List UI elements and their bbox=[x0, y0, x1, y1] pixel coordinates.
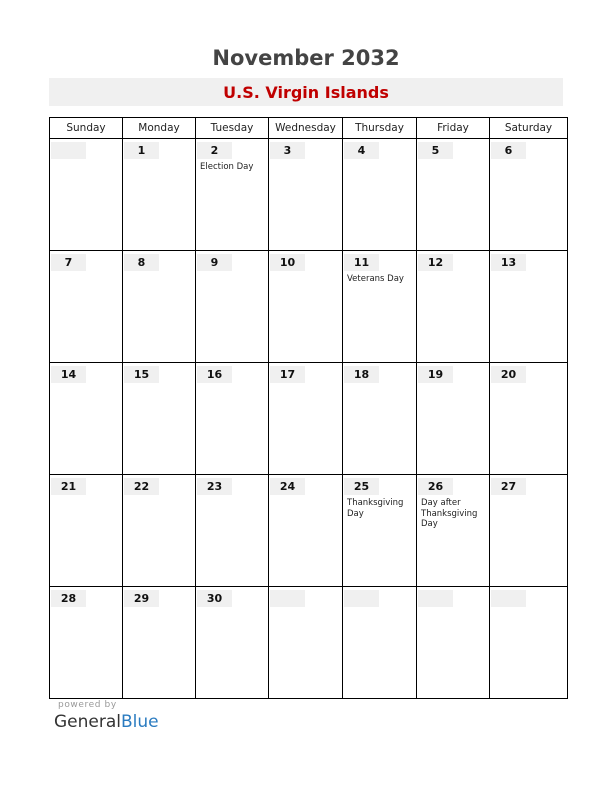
weekday-wednesday: Wednesday bbox=[269, 118, 343, 139]
day-cell bbox=[490, 251, 568, 363]
day-cell bbox=[343, 139, 417, 251]
day-cell bbox=[417, 587, 490, 699]
day-cell bbox=[417, 475, 490, 587]
day-number: 13 bbox=[491, 254, 526, 271]
generalblue-logo[interactable] bbox=[54, 712, 159, 732]
day-number: 18 bbox=[344, 366, 379, 383]
region-banner bbox=[49, 78, 563, 106]
day-cell bbox=[490, 139, 568, 251]
weekday-header-row bbox=[50, 118, 568, 139]
weekday-saturday: Saturday bbox=[490, 118, 568, 139]
day-number bbox=[344, 590, 379, 607]
day-number bbox=[270, 590, 305, 607]
holiday-label: Election Day bbox=[200, 162, 254, 172]
day-cell bbox=[50, 587, 123, 699]
page-title: November 2032 bbox=[212, 46, 400, 70]
day-cell bbox=[269, 139, 343, 251]
day-number: 16 bbox=[197, 366, 232, 383]
weekday-monday: Monday bbox=[123, 118, 196, 139]
day-cell bbox=[196, 587, 269, 699]
day-cell bbox=[196, 475, 269, 587]
day-number: 29 bbox=[124, 590, 159, 607]
day-cell bbox=[123, 587, 196, 699]
day-cell bbox=[196, 363, 269, 475]
day-number: 10 bbox=[270, 254, 305, 271]
logo-text-blue: Blue bbox=[121, 712, 159, 732]
day-cell bbox=[50, 139, 123, 251]
weekday-thursday: Thursday bbox=[343, 118, 417, 139]
day-number bbox=[51, 142, 86, 159]
day-number: 8 bbox=[124, 254, 159, 271]
day-number: 4 bbox=[344, 142, 379, 159]
day-cell bbox=[417, 139, 490, 251]
week-row bbox=[50, 475, 568, 587]
week-row bbox=[50, 587, 568, 699]
day-cell bbox=[490, 363, 568, 475]
day-cell bbox=[123, 139, 196, 251]
week-row bbox=[50, 139, 568, 251]
day-cell bbox=[343, 363, 417, 475]
day-number: 22 bbox=[124, 478, 159, 495]
day-number: 28 bbox=[51, 590, 86, 607]
day-number: 11 bbox=[344, 254, 379, 271]
week-row bbox=[50, 363, 568, 475]
day-number: 2 bbox=[197, 142, 232, 159]
weekday-tuesday: Tuesday bbox=[196, 118, 269, 139]
day-cell bbox=[269, 587, 343, 699]
day-number: 19 bbox=[418, 366, 453, 383]
day-cell bbox=[196, 251, 269, 363]
day-number: 23 bbox=[197, 478, 232, 495]
day-number: 24 bbox=[270, 478, 305, 495]
day-number: 17 bbox=[270, 366, 305, 383]
holiday-label: Day after Thanksgiving Day bbox=[421, 498, 478, 529]
day-cell bbox=[417, 251, 490, 363]
day-number bbox=[491, 590, 526, 607]
day-cell bbox=[50, 475, 123, 587]
region-name: U.S. Virgin Islands bbox=[223, 82, 389, 102]
holiday-label: Veterans Day bbox=[347, 274, 404, 284]
day-cell bbox=[417, 363, 490, 475]
day-number: 25 bbox=[344, 478, 379, 495]
day-number: 7 bbox=[51, 254, 86, 271]
day-cell bbox=[490, 587, 568, 699]
day-cell bbox=[269, 363, 343, 475]
day-number: 14 bbox=[51, 366, 86, 383]
weekday-friday: Friday bbox=[417, 118, 490, 139]
calendar-grid bbox=[49, 117, 568, 699]
day-cell bbox=[343, 475, 417, 587]
day-number: 6 bbox=[491, 142, 526, 159]
day-number: 26 bbox=[418, 478, 453, 495]
day-cell bbox=[123, 363, 196, 475]
day-number: 21 bbox=[51, 478, 86, 495]
powered-by-label: powered by bbox=[58, 700, 117, 710]
day-cell bbox=[269, 475, 343, 587]
day-number: 5 bbox=[418, 142, 453, 159]
day-cell bbox=[50, 251, 123, 363]
day-number: 1 bbox=[124, 142, 159, 159]
day-cell bbox=[123, 475, 196, 587]
day-cell bbox=[50, 363, 123, 475]
week-row bbox=[50, 251, 568, 363]
day-number: 15 bbox=[124, 366, 159, 383]
holiday-label: Thanksgiving Day bbox=[347, 498, 404, 519]
day-cell bbox=[343, 251, 417, 363]
day-cell bbox=[490, 475, 568, 587]
day-number: 20 bbox=[491, 366, 526, 383]
weekday-sunday: Sunday bbox=[50, 118, 123, 139]
day-number: 27 bbox=[491, 478, 526, 495]
day-cell bbox=[343, 587, 417, 699]
day-number: 30 bbox=[197, 590, 232, 607]
logo-text-general: General bbox=[54, 712, 121, 732]
day-number: 9 bbox=[197, 254, 232, 271]
day-number bbox=[418, 590, 453, 607]
day-cell bbox=[196, 139, 269, 251]
day-number: 12 bbox=[418, 254, 453, 271]
day-cell bbox=[269, 251, 343, 363]
day-number: 3 bbox=[270, 142, 305, 159]
day-cell bbox=[123, 251, 196, 363]
